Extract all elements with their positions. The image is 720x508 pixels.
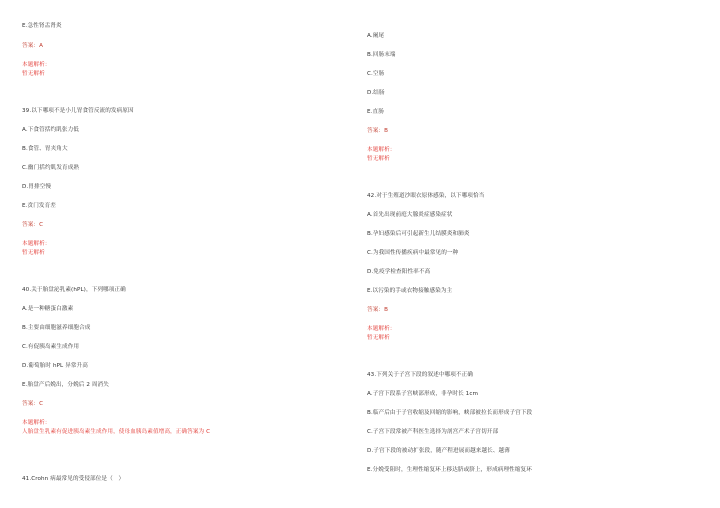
q42-option-d: D.免疫学检查阳性率不高 (367, 269, 431, 275)
q41-answer: 答案：B (367, 128, 389, 134)
q43-option-c: C.子宫下段常被产科医生选择为剖宫产术子宫切开部 (367, 429, 499, 435)
q41-option-d: D.结肠 (367, 90, 385, 96)
q40-option-e: E.胎盘产后娩出，分娩后 2 周消失 (22, 382, 109, 388)
q41-option-a: A.阑尾 (367, 33, 385, 39)
q43-option-b: B.临产后由于子宫收缩及回缩的影响，峡部被拉长而形成子宫下段 (367, 410, 533, 416)
q42-answer: 答案：B (367, 307, 389, 313)
q42-option-a: A.首先出现前庭大腺炎症感染症状 (367, 212, 453, 218)
q43-option-d: D.子宫下段的被动扩张段，随产程进展而越来越长、越薄 (367, 448, 510, 454)
q38-answer: 答案：A (22, 43, 44, 49)
q40-stem: 40.关于胎盘泌乳素(hPL)，下列哪项正确 (22, 287, 126, 293)
q42-stem: 42.对于生殖道沙眼衣原体感染，以下哪项恰当 (367, 193, 485, 199)
q41-option-b: B.回肠末端 (367, 52, 396, 58)
q43-stem: 43.下列关于子宫下段的叙述中哪项不正确 (367, 372, 473, 378)
q40-option-a: A.是一种糖蛋白激素 (22, 306, 74, 312)
q40-analysis-body: 人胎盘生乳素有促进胰岛素生成作用，使母血胰岛素值增高，正确答案为 C (22, 429, 211, 435)
q39-stem: 39.以下哪项不是小儿胃食管反流的发病原因 (22, 108, 134, 114)
q42-analysis-title: 本题解析： (367, 326, 396, 332)
q39-option-b: B.食管、胃夹角大 (22, 146, 68, 152)
q39-analysis-body: 暂无解析 (22, 250, 45, 256)
q39-option-c: C.幽门括约肌发育成熟 (22, 165, 80, 171)
q42-analysis-body: 暂无解析 (367, 335, 390, 341)
q40-analysis-title: 本题解析： (22, 420, 51, 426)
q43-option-a: A.子宫下段系子宫峡部形成，非孕时长 1cm (367, 391, 479, 397)
q41-option-e: E.直肠 (367, 109, 384, 115)
q38-option-e: E.急性肾盂肾炎 (22, 23, 62, 29)
q39-option-a: A.下食管括约肌张力低 (22, 127, 79, 133)
q38-analysis-body: 暂无解析 (22, 71, 45, 77)
q40-answer: 答案：C (22, 401, 44, 407)
q39-answer: 答案：C (22, 222, 44, 228)
q41-analysis-title: 本题解析： (367, 147, 396, 153)
q40-option-c: C.有促胰岛素生成作用 (22, 344, 80, 350)
q40-option-d: D.葡萄胎时 hPL 异常升高 (22, 363, 88, 369)
q41-option-c: C.空肠 (367, 71, 385, 77)
q41-stem: 41.Crohn 病最常见的受侵部位是（ ） (22, 476, 125, 482)
q39-option-d: D.胃排空慢 (22, 184, 52, 190)
q40-option-b: B.主要由细胞滋养细胞合成 (22, 325, 91, 331)
q38-analysis-title: 本题解析： (22, 62, 51, 68)
q42-option-c: C.为我国性传播疾病中最常见的一种 (367, 250, 459, 256)
q42-option-b: B.孕妇感染后可引起新生儿结膜炎和肺炎 (367, 231, 470, 237)
q43-option-e: E.分娩受阻时，生理性缩复环上移达脐或脐上，形成病理性缩复环 (367, 467, 532, 473)
q39-analysis-title: 本题解析： (22, 241, 51, 247)
q41-analysis-body: 暂无解析 (367, 156, 390, 162)
q39-option-e: E.贲门发育差 (22, 203, 56, 209)
q42-option-e: E.以污染的手或衣物接触感染为主 (367, 288, 453, 294)
